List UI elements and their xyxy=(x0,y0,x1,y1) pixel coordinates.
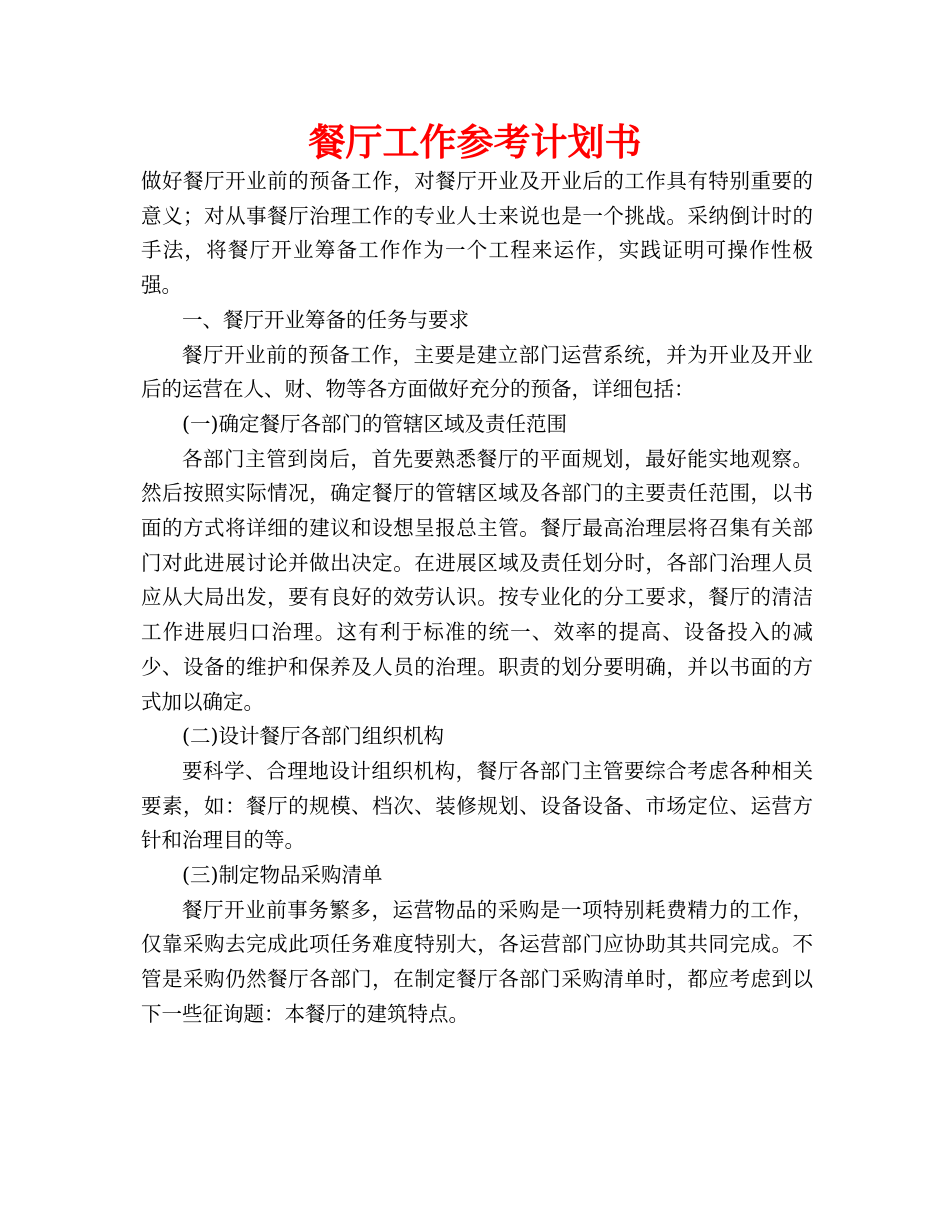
subsection-heading-2: (二)设计餐厅各部门组织机构 xyxy=(182,724,444,749)
paragraph-intro: 做好餐厅开业前的预备工作，对餐厅开业及开业后的工作具有特别重要的意义；对从事餐厅治理工作的专业人士来说也是一个挑战。采纳倒计时的手法，将餐厅开业筹备工作作为一个工程来运作，实践证明可操作性极强。 xyxy=(141,169,813,298)
document-title: 餐厅工作参考计划书 xyxy=(308,120,642,164)
paragraph: 餐厅开业前事务繁多，运营物品的采购是一项特别耗费精力的工作，仅靠采购去完成此项任务难度特别大，各运营部门应协助其共同完成。不管是采购仍然餐厅各部门，在制定餐厅各部门采购清单时，都应考虑到以下一些征询题：本餐厅的建筑特点。 xyxy=(141,897,813,1026)
paragraph: 餐厅开业前的预备工作，主要是建立部门运营系统，并为开业及开业后的运营在人、财、物等各方面做好充分的预备，详细包括： xyxy=(141,342,813,402)
subsection-heading-1: (一)确定餐厅各部门的管辖区域及责任范围 xyxy=(182,411,567,436)
paragraph: 各部门主管到岗后，首先要熟悉餐厅的平面规划，最好能实地观察。然后按照实际情况，确定餐厅的管辖区域及各部门的主要责任范围，以书面的方式将详细的建议和设想呈报总主管。餐厅最高治理层将召集有关部门对此进展讨论并做出决定。在进展区域及责任划分时，各部门治理人员应从大局出发，要有良好的效劳认识。按专业化的分工要求，餐厅的清洁工作进展归口治理。这有利于标准的统一、效率的提高、设备投入的减少、设备的维护和保养及人员的治理。职责的划分要明确，并以书面的方式加以确定。 xyxy=(141,446,813,714)
document-body xyxy=(141,164,813,1032)
subsection-heading-3: (三)制定物品采购清单 xyxy=(182,863,383,888)
section-heading-1: 一、餐厅开业筹备的任务与要求 xyxy=(182,307,469,332)
paragraph: 要科学、合理地设计组织机构，餐厅各部门主管要综合考虑各种相关要素，如：餐厅的规模、档次、装修规划、设备设备、市场定位、运营方针和治理目的等。 xyxy=(141,758,813,853)
